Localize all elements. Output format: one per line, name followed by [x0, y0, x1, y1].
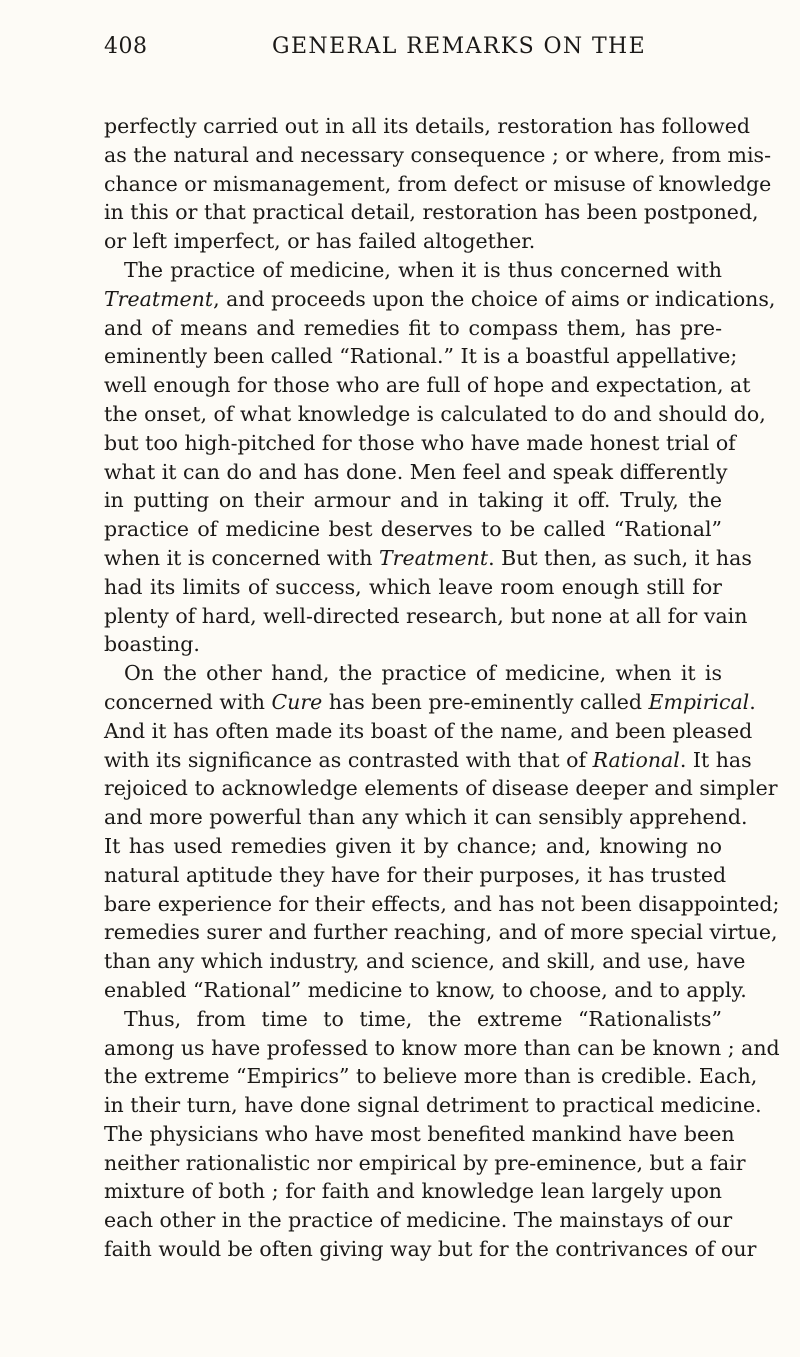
text-line — [104, 371, 751, 400]
body-text — [104, 112, 780, 1264]
text-line — [104, 976, 747, 1005]
page-number: 408 — [104, 34, 148, 59]
text-line — [104, 515, 722, 544]
text-line — [104, 486, 722, 515]
text-line — [104, 198, 759, 227]
text-segment: concerned with — [104, 689, 272, 714]
text-line — [104, 1206, 733, 1235]
text-line — [104, 746, 752, 775]
text-line — [104, 1091, 762, 1120]
text-segment: . But then, as such, it has — [488, 545, 752, 570]
text-segment: as the natural and necessary consequence ; or where, from mis- — [104, 142, 772, 167]
text-line — [104, 314, 722, 343]
text-line — [104, 918, 778, 947]
text-segment: and more powerful than any which it can sensibly apprehend. — [104, 805, 748, 830]
text-line — [104, 1149, 746, 1178]
text-line — [104, 227, 722, 256]
text-segment: well enough for those who are full of hope and expectation, at — [104, 373, 751, 398]
text-segment: the extreme “Empirics” to believe more than is credible. Each, — [104, 1064, 758, 1089]
text-segment: had its limits of success, which leave room enough still for — [104, 574, 722, 599]
text-segment: mixture of both ; for faith and knowledge lean largely upon — [104, 1179, 722, 1204]
text-segment: Thus, from time to time, the extreme “Rationalists” — [124, 1006, 722, 1031]
text-segment: and of means and remedies fit to compass them, has pre- — [104, 315, 722, 340]
text-segment: . — [749, 689, 756, 714]
text-line — [104, 717, 753, 746]
text-segment: among us have professed to know more than can be known ; and — [104, 1035, 780, 1060]
text-segment: the onset, of what knowledge is calculated to do and should do, — [104, 401, 766, 426]
text-line — [104, 1120, 735, 1149]
text-segment: in this or that practical detail, restoration has been postponed, — [104, 200, 759, 225]
text-line — [104, 1062, 758, 1091]
text-segment: has been pre-eminently called — [322, 689, 649, 714]
text-segment: And it has often made its boast of the name, and been pleased — [104, 718, 753, 743]
text-line — [104, 947, 746, 976]
text-line — [104, 400, 766, 429]
text-line — [104, 774, 778, 803]
text-segment: each other in the practice of medicine. The mainstays of our — [104, 1208, 733, 1233]
text-line — [104, 458, 728, 487]
text-segment: , and proceeds upon the choice of aims or indications, — [213, 286, 776, 311]
text-line — [104, 170, 772, 199]
text-segment: or left imperfect, or has failed altogether. — [104, 229, 536, 254]
text-line — [104, 342, 738, 371]
text-line — [104, 861, 727, 890]
italic-text: Treatment — [378, 545, 489, 570]
text-segment: perfectly carried out in all its details, restoration has followed — [104, 114, 750, 138]
text-segment: . It has — [679, 747, 752, 772]
text-line — [104, 1005, 722, 1034]
text-segment: enabled “Rational” medicine to know, to choose, and to apply. — [104, 977, 747, 1002]
text-segment: faith would be often giving way but for the contrivances of our — [104, 1237, 757, 1262]
text-segment: remedies surer and further reaching, and of more special virtue, — [104, 920, 778, 945]
italic-text: Empirical — [648, 689, 750, 714]
text-segment: what it can do and has done. Men feel and speak differently — [104, 459, 728, 484]
text-segment: It has used remedies given it by chance; and, knowing no — [104, 833, 722, 858]
text-line — [104, 803, 748, 832]
text-line — [104, 659, 722, 688]
text-segment: but too high-pitched for those who have made honest trial of — [104, 430, 736, 455]
text-line — [104, 544, 752, 573]
running-head: GENERAL REMARKS ON THE — [272, 34, 647, 59]
text-line — [104, 256, 722, 285]
text-line — [104, 285, 776, 314]
text-line — [104, 1235, 757, 1264]
text-line — [104, 1034, 780, 1063]
text-segment: bare experience for their effects, and has not been disappointed; — [104, 891, 780, 916]
page-header — [104, 34, 722, 70]
text-segment: in their turn, have done signal detriment to practical medicine. — [104, 1093, 762, 1118]
text-line — [104, 573, 722, 602]
text-segment: The physicians who have most benefited mankind have been — [104, 1121, 735, 1146]
text-segment: chance or mismanagement, from defect or misuse of knowledge — [104, 171, 772, 196]
italic-text: Treatment — [104, 286, 214, 311]
text-line — [104, 112, 750, 141]
text-segment: natural aptitude they have for their purposes, it has trusted — [104, 862, 727, 887]
text-segment: plenty of hard, well-directed research, but none at all for vain — [104, 603, 748, 628]
text-line — [104, 832, 722, 861]
text-line — [104, 602, 748, 631]
text-segment: rejoiced to acknowledge elements of disease deeper and simpler — [104, 776, 778, 801]
text-segment: boasting. — [104, 632, 200, 657]
text-line — [104, 429, 736, 458]
italic-text: Cure — [271, 689, 323, 714]
text-segment: than any which industry, and science, and skill, and use, have — [104, 949, 746, 974]
text-line — [104, 141, 772, 170]
text-segment: when it is concerned with — [104, 545, 379, 570]
text-segment: in putting on their armour and in taking it off. Truly, the — [104, 488, 722, 513]
text-segment: eminently been called “Rational.” It is a boastful appellative; — [104, 344, 738, 369]
text-segment: practice of medicine best deserves to be called “Rational” — [104, 517, 722, 542]
text-segment: neither rationalistic nor empirical by pre-eminence, but a fair — [104, 1150, 746, 1175]
text-line — [104, 630, 722, 659]
text-line — [104, 1177, 722, 1206]
text-line — [104, 688, 756, 717]
text-line — [104, 890, 780, 919]
text-segment: with its significance as contrasted with that of — [104, 747, 593, 772]
italic-text: Rational — [592, 747, 680, 772]
text-segment: The practice of medicine, when it is thus concerned with — [124, 257, 722, 282]
text-segment: On the other hand, the practice of medicine, when it is — [124, 661, 722, 686]
